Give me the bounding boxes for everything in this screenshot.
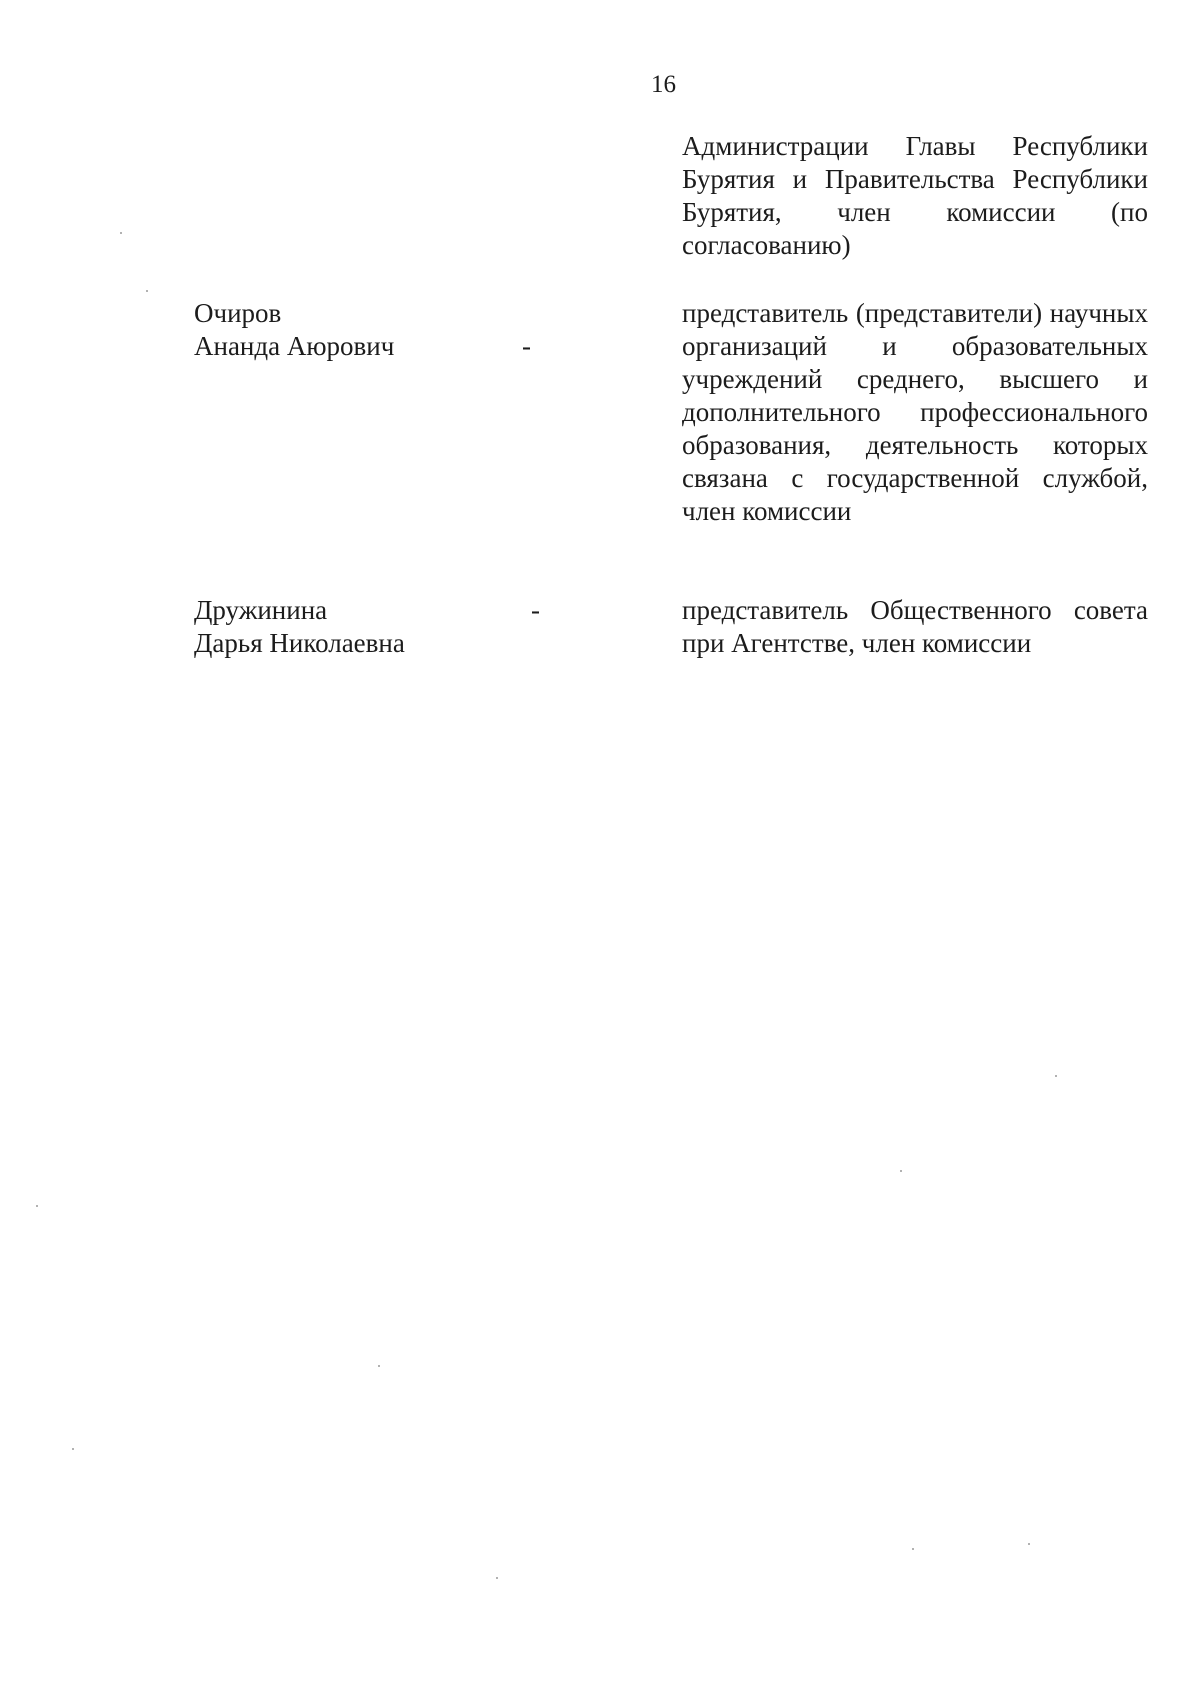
member-dash: - [522, 331, 531, 361]
scan-speck [120, 232, 122, 234]
scan-speck [72, 1448, 74, 1450]
member-role: представитель (представители) научных организаций и образовательных учреждений среднего, высшего и дополнительного профессионального образования, деятельность которых связана с государственной службой, член комиссии [682, 298, 1148, 526]
scan-speck [900, 1170, 902, 1172]
member-surname: Дружинина [194, 595, 328, 625]
scan-speck [378, 1365, 380, 1367]
member-name [194, 297, 514, 363]
scan-speck [912, 1548, 914, 1550]
scan-speck [36, 1205, 38, 1207]
page-number: 16 [651, 71, 676, 98]
member-given-names: Ананда Аюрович [194, 331, 395, 361]
member-surname: Очиров [194, 298, 282, 328]
member-name [194, 594, 514, 660]
scan-speck [1055, 1075, 1057, 1077]
continuation-text: Администрации Главы Республики Бурятия и Правительства Республики Бурятия, член комиссии (по согласованию) [682, 131, 1148, 260]
member-role: представитель Общественного совета при Агентстве, член комиссии [682, 595, 1148, 658]
scan-speck [496, 1577, 498, 1579]
scan-speck [1028, 1543, 1030, 1545]
member-given-names: Дарья Николаевна [194, 628, 405, 658]
member-dash: - [531, 595, 540, 625]
scan-speck [146, 290, 148, 292]
